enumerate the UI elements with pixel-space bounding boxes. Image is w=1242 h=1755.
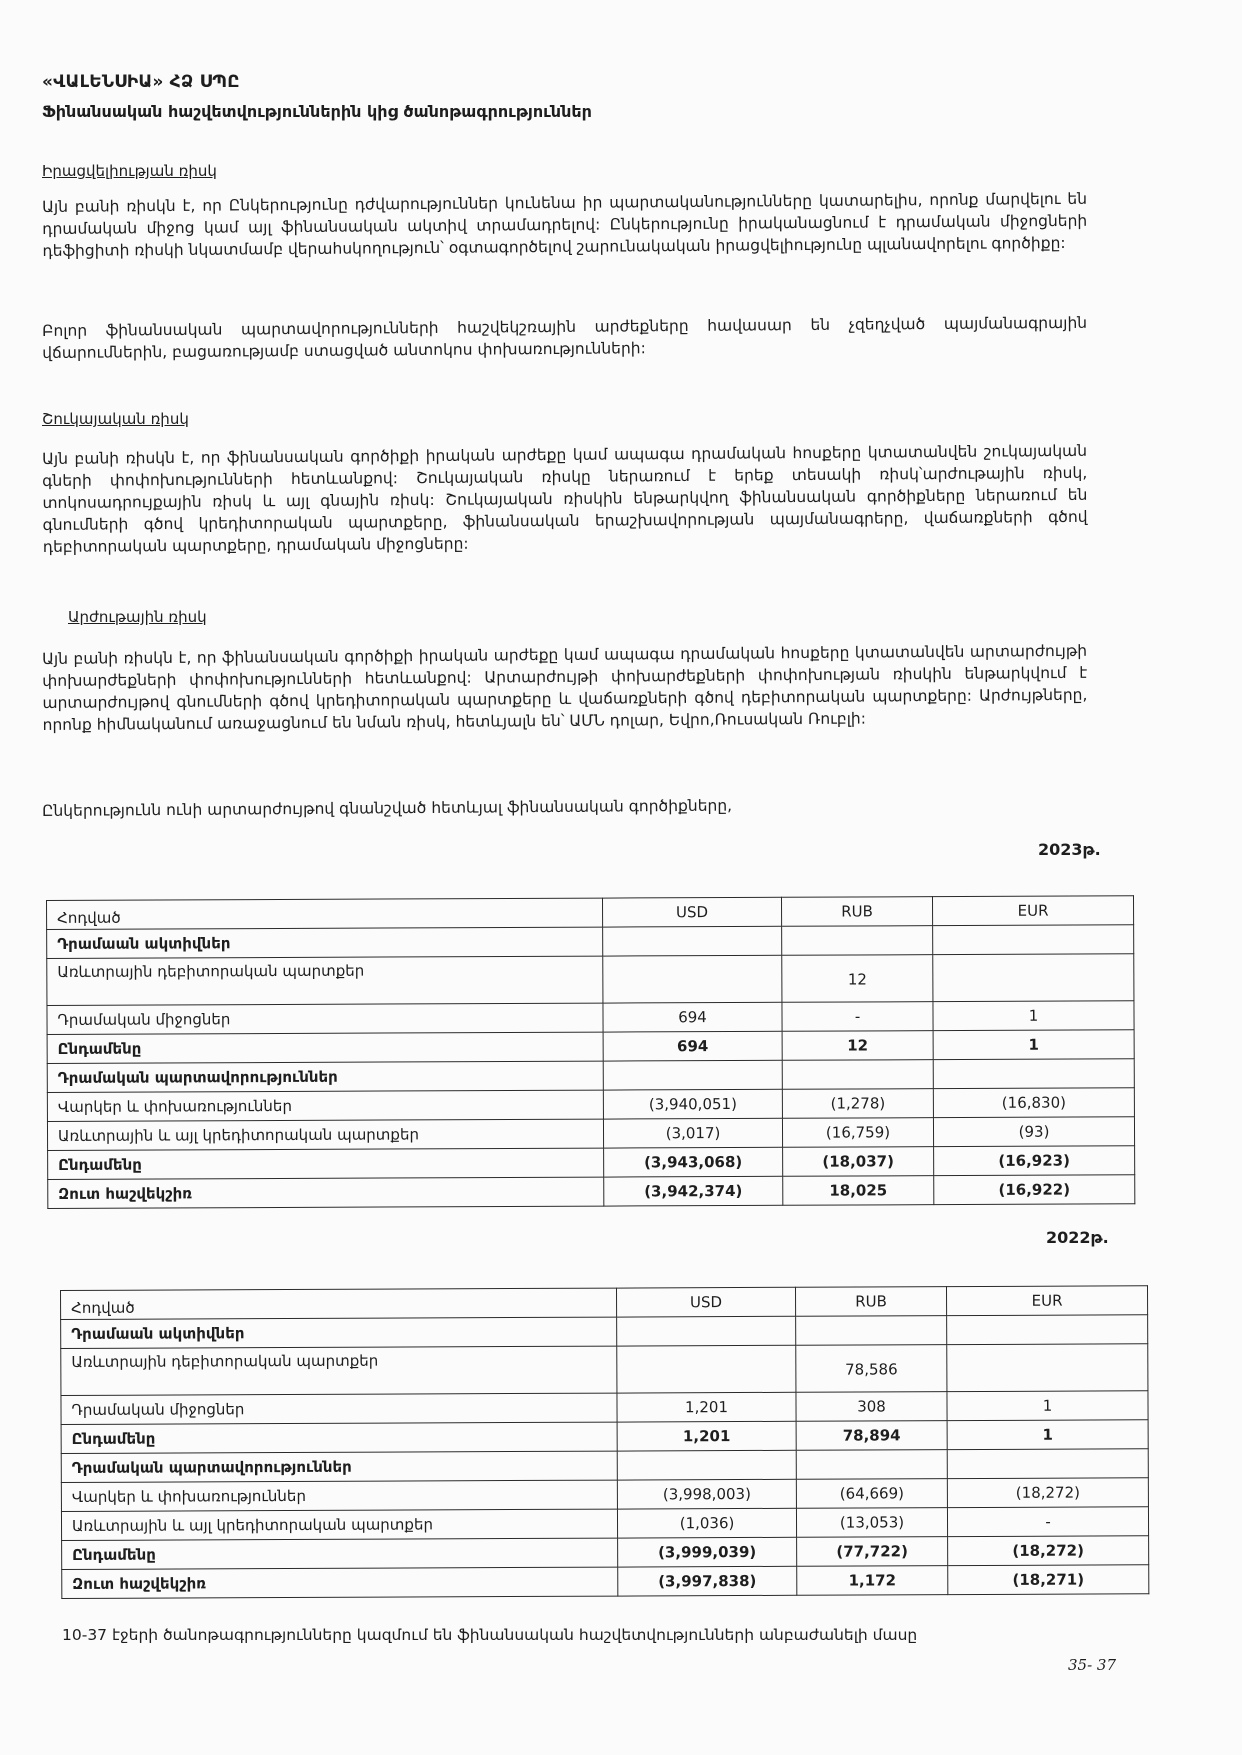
cell-rub: (77,722) bbox=[797, 1537, 948, 1567]
section-title-liquidity-risk: Իրացվելիության ռիսկ bbox=[42, 162, 217, 180]
paragraph-currency-risk: Այն բանի ռիսկն է, որ ֆինանսական գործիքի իրական արժեքը կամ ապագա դրամական հոսքերը կտատանվեն արտարժույթի փոխարժեքների փոփոխությունների հետևանքով: Արտարժույթի փոխարժեքների փոփոխության ռիսկին ենթարկվում է արտարժույթով գնումների գծով կրեդիտորական պարտքերը և վաճառքների գծով դեբիտորական պարտքերը: Արժույթները, որոնք հիմնականում առաջացնում են նման ռիսկ, հետևյալն են՝ ԱՄՆ դոլար, Եվրո,Ռուսական Ռուբլի: bbox=[42, 641, 1088, 734]
row-label: Վարկեր և փոխառություններ bbox=[61, 1480, 617, 1511]
row-label: Ընդամենը bbox=[48, 1148, 604, 1179]
cell-eur: (18,272) bbox=[947, 1478, 1148, 1508]
cell-rub: 1,172 bbox=[797, 1566, 948, 1596]
cell-eur: (18,272) bbox=[948, 1536, 1149, 1566]
row-label: Առևտրային դեբիտորական պարտքեր bbox=[61, 1346, 617, 1395]
table-row bbox=[47, 1117, 1134, 1151]
row-label: Առևտրային և այլ կրեդիտորական պարտքեր bbox=[47, 1119, 603, 1150]
cell-usd bbox=[603, 955, 782, 1003]
cell-usd bbox=[617, 1450, 796, 1480]
cell-rub: (16,759) bbox=[782, 1118, 933, 1148]
table-row bbox=[47, 1030, 1134, 1064]
cell-rub: 12 bbox=[782, 955, 933, 1003]
year-label-2022: 2022թ. bbox=[1046, 1228, 1109, 1247]
cell-eur: (16,923) bbox=[934, 1146, 1135, 1176]
table-row bbox=[62, 1565, 1149, 1599]
table-row bbox=[48, 1175, 1135, 1209]
cell-rub bbox=[782, 1060, 933, 1090]
cell-rub: 78,586 bbox=[796, 1345, 947, 1393]
row-label: Ընդամենը bbox=[47, 1032, 603, 1063]
section-title-currency-risk: Արժութային ռիսկ bbox=[68, 608, 207, 626]
column-header: USD bbox=[602, 897, 781, 927]
table-row bbox=[61, 1420, 1148, 1454]
document-subtitle: Ֆինանսական հաշվետվություններին կից ծանոթագրություններ bbox=[42, 102, 592, 121]
cell-usd bbox=[603, 1060, 782, 1090]
column-header: USD bbox=[616, 1287, 795, 1317]
cell-usd: (3,997,838) bbox=[618, 1566, 797, 1596]
cell-usd: (3,942,374) bbox=[604, 1176, 783, 1206]
cell-rub: (64,669) bbox=[796, 1479, 947, 1509]
table-row bbox=[47, 1059, 1134, 1093]
table-row bbox=[61, 1315, 1148, 1349]
table-row bbox=[48, 1146, 1135, 1180]
cell-eur: - bbox=[947, 1507, 1148, 1537]
column-header: RUB bbox=[795, 1287, 946, 1317]
cell-usd: (3,999,039) bbox=[618, 1537, 797, 1567]
row-label: Դրամական միջոցներ bbox=[47, 1003, 603, 1034]
cell-rub: (18,037) bbox=[783, 1147, 934, 1177]
table-header-row bbox=[47, 896, 1134, 930]
cell-eur: (93) bbox=[933, 1117, 1134, 1147]
currency-table-2022 bbox=[60, 1285, 1149, 1599]
cell-eur: 1 bbox=[947, 1391, 1148, 1421]
currency-table-2023 bbox=[46, 895, 1135, 1209]
cell-rub: - bbox=[782, 1002, 933, 1032]
company-name: «ՎԱԼԵՆՍԻԱ» ՀՁ ՍՊԸ bbox=[42, 72, 240, 92]
cell-usd: (3,940,051) bbox=[603, 1089, 782, 1119]
cell-usd: 694 bbox=[603, 1031, 782, 1061]
cell-eur bbox=[947, 1344, 1148, 1392]
row-label: Դրամաան ակտիվներ bbox=[47, 927, 603, 958]
cell-usd: (3,017) bbox=[603, 1118, 782, 1148]
table-row bbox=[47, 925, 1134, 959]
cell-rub: 12 bbox=[782, 1031, 933, 1061]
row-label: Զուտ հաշվեկշիռ bbox=[62, 1567, 618, 1598]
cell-eur bbox=[933, 925, 1134, 955]
page-number: 35- 37 bbox=[1068, 1656, 1117, 1674]
row-label: Դրամական պարտավորություններ bbox=[61, 1451, 617, 1482]
cell-eur: (18,271) bbox=[948, 1565, 1149, 1595]
table-row bbox=[47, 954, 1134, 1006]
paragraph-market-risk: Այն բանի ռիսկն է, որ ֆինանսական գործիքի իրական արժեքը կամ ապագա դրամական հոսքերը կտատանվեն շուկայական գների փոփոխությունների հետևանքով: Շուկայական ռիսկը ներառում է երեք տեսակի ռիսկ՝արժութային ռիսկ, տոկոսադրույքային ռիսկ և այլ գնային ռիսկ: Շուկայական ռիսկին ենթարկվող ֆինանսական գործիքները ներառում են գնումների գծով կրեդիտորական պարտքերը, ֆինանսական երաշխավորության պայմանագրերը, վաճառքների գծով դեբիտորական պարտքերը, դրամական միջոցները: bbox=[42, 441, 1088, 556]
row-label: Առևտրային դեբիտորական պարտքեր bbox=[47, 956, 603, 1005]
cell-usd bbox=[617, 1316, 796, 1346]
cell-eur: (16,830) bbox=[933, 1088, 1134, 1118]
cell-usd: (3,998,003) bbox=[617, 1479, 796, 1509]
cell-eur bbox=[933, 1059, 1134, 1089]
cell-usd bbox=[617, 1345, 796, 1393]
row-label: Դրամական պարտավորություններ bbox=[47, 1061, 603, 1092]
row-label: Վարկեր և փոխառություններ bbox=[47, 1090, 603, 1121]
table-row bbox=[61, 1391, 1148, 1425]
footer-note: 10-37 էջերի ծանոթագրությունները կազմում են ֆինանսական հաշվետվությունների անբաժանելի մասը bbox=[62, 1626, 918, 1644]
cell-eur bbox=[947, 1315, 1148, 1345]
cell-rub: 18,025 bbox=[783, 1176, 934, 1206]
table-row bbox=[61, 1344, 1148, 1396]
cell-rub: 308 bbox=[796, 1392, 947, 1422]
row-label: Դրամական միջոցներ bbox=[61, 1393, 617, 1424]
column-header: Հոդված bbox=[47, 898, 603, 929]
column-header: EUR bbox=[946, 1286, 1147, 1316]
paragraph-instruments-intro: Ընկերությունն ունի արտարժույթով գնանշված հետևյալ ֆինանսական գործիքները, bbox=[42, 796, 733, 820]
cell-eur: 1 bbox=[933, 1030, 1134, 1060]
cell-usd: 1,201 bbox=[617, 1421, 796, 1451]
column-header: Հոդված bbox=[61, 1288, 617, 1319]
table-row bbox=[47, 1088, 1134, 1122]
column-header: EUR bbox=[932, 896, 1133, 926]
section-title-market-risk: Շուկայական ռիսկ bbox=[42, 410, 189, 428]
paragraph-financial-liabilities: Բոլոր ֆինանսական պարտավորությունների հաշվեկշռային արժեքները հավասար են չզեղչված պայմանագրային վճարումներին, բացառությամբ ստացված անտոկոս փոխառությունների: bbox=[42, 313, 1088, 362]
cell-rub bbox=[796, 1450, 947, 1480]
column-header: RUB bbox=[781, 897, 932, 927]
cell-rub: (13,053) bbox=[796, 1508, 947, 1538]
cell-rub: (1,278) bbox=[782, 1089, 933, 1119]
cell-eur: 1 bbox=[933, 1001, 1134, 1031]
table-row bbox=[61, 1449, 1148, 1483]
cell-eur: (16,922) bbox=[934, 1175, 1135, 1205]
cell-usd: (3,943,068) bbox=[604, 1147, 783, 1177]
cell-eur bbox=[933, 954, 1134, 1002]
table-row bbox=[61, 1507, 1148, 1541]
row-label: Ընդամենը bbox=[62, 1538, 618, 1569]
cell-usd: 1,201 bbox=[617, 1392, 796, 1422]
row-label: Առևտրային և այլ կրեդիտորական պարտքեր bbox=[61, 1509, 617, 1540]
cell-rub: 78,894 bbox=[796, 1421, 947, 1451]
cell-usd bbox=[603, 926, 782, 956]
row-label: Դրամաան ակտիվներ bbox=[61, 1317, 617, 1348]
cell-rub bbox=[782, 926, 933, 956]
cell-eur bbox=[947, 1449, 1148, 1479]
cell-rub bbox=[796, 1316, 947, 1346]
table-row bbox=[47, 1001, 1134, 1035]
row-label: Ընդամենը bbox=[61, 1422, 617, 1453]
cell-eur: 1 bbox=[947, 1420, 1148, 1450]
cell-usd: 694 bbox=[603, 1002, 782, 1032]
table-row bbox=[62, 1536, 1149, 1570]
paragraph-liquidity-risk: Այն բանի ռիսկն է, որ Ընկերությունը դժվարություններ կունենա իր պարտականությունները կատարելիս, որոնք մարվելու են դրամական միջոց կամ այլ ֆինանսական ակտիվ տրամադրելով: Ընկերությունը իրականացնում է դրամական միջոցների դեֆիցիտի ռիսկի նկատմամբ վերահսկողություն՝ օգտագործելով շարունակական իրացվելիությունը պլանավորելու գործիքը: bbox=[42, 189, 1088, 260]
table-header-row bbox=[61, 1286, 1148, 1320]
cell-usd: (1,036) bbox=[617, 1508, 796, 1538]
document-header bbox=[42, 72, 592, 121]
year-label-2023: 2023թ. bbox=[1038, 840, 1101, 859]
row-label: Զուտ հաշվեկշիռ bbox=[48, 1177, 604, 1208]
table-row bbox=[61, 1478, 1148, 1512]
